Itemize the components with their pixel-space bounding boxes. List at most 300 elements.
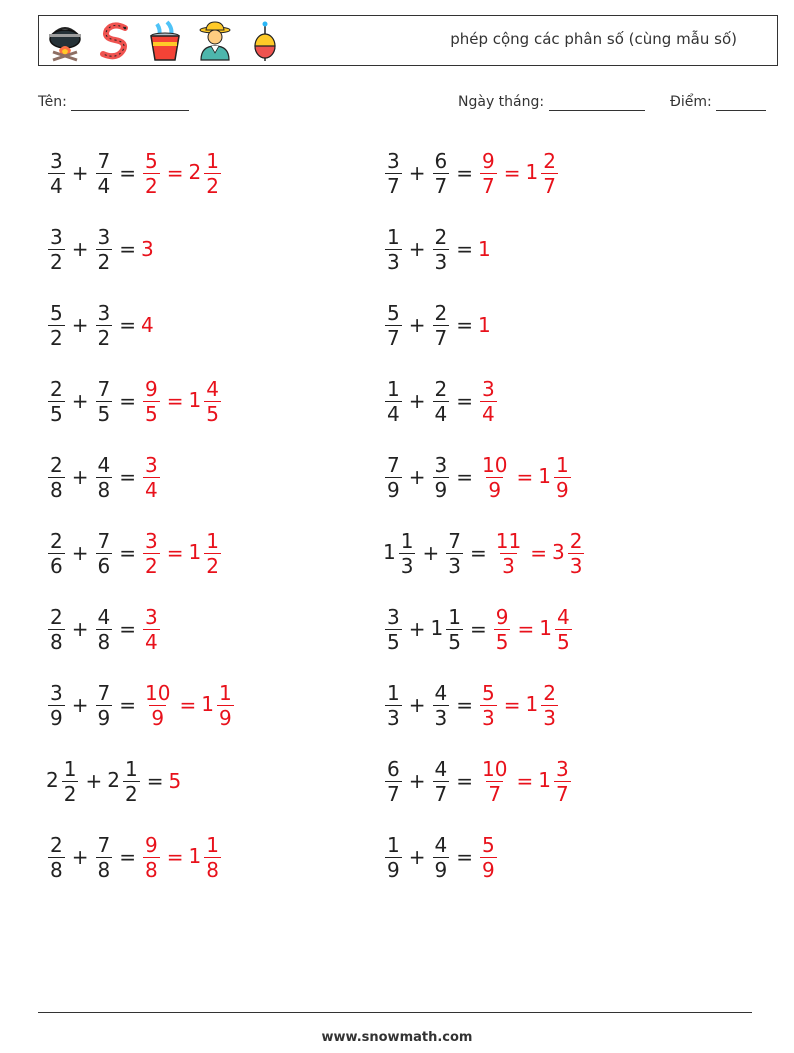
fraction: [48, 452, 65, 502]
numerator: 11: [495, 528, 522, 553]
answer-term: [538, 452, 572, 502]
problem-item: [46, 447, 162, 507]
answer: [141, 313, 155, 337]
denominator: 3: [543, 705, 556, 730]
problem-item: [46, 143, 223, 203]
addend-a: [383, 300, 404, 350]
denominator: 8: [50, 629, 63, 654]
plus-sign: +: [71, 617, 89, 641]
plus-sign: +: [71, 465, 89, 489]
answer: [478, 313, 492, 337]
equals-sign: =: [119, 617, 136, 641]
addend-a: [46, 224, 67, 274]
numerator: 2: [543, 148, 556, 173]
plus-sign: +: [422, 541, 440, 565]
denominator: 7: [434, 173, 448, 198]
denominator: 5: [50, 401, 63, 426]
fraction: [96, 224, 113, 274]
numerator: 7: [448, 528, 461, 553]
fraction: [204, 528, 221, 578]
numerator: 2: [50, 528, 63, 553]
plus-sign: +: [408, 313, 426, 337]
problem-item: [46, 371, 223, 431]
answer: [478, 756, 573, 806]
numerator: 1: [63, 756, 77, 781]
denominator: 8: [97, 477, 111, 502]
numerator: 3: [387, 604, 400, 629]
denominator: 7: [555, 781, 569, 806]
header-box: [38, 15, 778, 66]
name-blank[interactable]: [71, 94, 189, 111]
answer-term: [478, 237, 492, 261]
addend-a: [383, 376, 404, 426]
cooking-pot-fire-icon: [45, 20, 85, 62]
equals-sign: =: [456, 313, 473, 337]
fraction: [96, 300, 113, 350]
whole-number: 1: [430, 615, 444, 640]
numerator: 6: [387, 756, 400, 781]
numerator: 1: [387, 832, 400, 857]
whole-number: 3: [141, 237, 154, 261]
problem-item: [383, 371, 499, 431]
numerator: 5: [387, 300, 400, 325]
plus-sign: +: [71, 313, 89, 337]
equals-sign: =: [119, 389, 136, 413]
denominator: 7: [387, 781, 400, 806]
equals-sign: =: [166, 389, 184, 413]
addend-b: [431, 452, 452, 502]
equals-sign: =: [516, 465, 534, 489]
numerator: 3: [145, 528, 158, 553]
denominator: 3: [502, 553, 515, 578]
equals-sign: =: [119, 237, 136, 261]
denominator: 2: [63, 781, 77, 806]
numerator: 1: [387, 224, 400, 249]
whole-number: 2: [107, 767, 120, 792]
denominator: 9: [434, 857, 448, 882]
equals-sign: =: [119, 465, 136, 489]
numerator: 7: [97, 148, 111, 173]
plus-sign: +: [71, 161, 89, 185]
equals-sign: =: [119, 161, 136, 185]
answer: [478, 148, 560, 198]
equals-sign: =: [146, 769, 164, 793]
problem-item: [383, 523, 586, 583]
whole-number: 5: [168, 769, 182, 793]
addend-a: [383, 224, 404, 274]
fraction: [143, 680, 172, 730]
numerator: 2: [434, 224, 448, 249]
numerator: 5: [145, 148, 158, 173]
fraction: [433, 224, 450, 274]
equals-sign: =: [456, 389, 473, 413]
denominator: 5: [206, 401, 219, 426]
numerator: 3: [50, 148, 63, 173]
date-blank[interactable]: [549, 94, 645, 111]
denominator: 8: [145, 857, 158, 882]
plus-sign: +: [85, 769, 103, 793]
equals-sign: =: [469, 617, 487, 641]
numerator: 5: [50, 300, 63, 325]
whole-number: 1: [201, 691, 214, 716]
fraction: [385, 148, 402, 198]
denominator: 8: [97, 629, 111, 654]
addend-a: [383, 148, 404, 198]
addend-a: [46, 452, 67, 502]
addend-b: [431, 680, 452, 730]
denominator: 2: [206, 553, 219, 578]
plus-sign: +: [408, 769, 426, 793]
fraction: [143, 832, 160, 882]
fraction: [433, 148, 450, 198]
whole-number: 1: [188, 387, 202, 412]
denominator: 5: [145, 401, 158, 426]
answer-term: [538, 756, 572, 806]
answer: [141, 376, 223, 426]
numerator: 3: [97, 224, 111, 249]
denominator: 4: [387, 401, 400, 426]
answer-term: [141, 528, 162, 578]
plus-sign: +: [408, 389, 426, 413]
whole-number: 1: [478, 313, 491, 337]
answer-term: [492, 604, 513, 654]
fraction: [123, 756, 140, 806]
numerator: 2: [50, 604, 63, 629]
answer-term: [141, 148, 162, 198]
answer: [492, 528, 587, 578]
addend-b: [94, 452, 115, 502]
equals-sign: =: [517, 617, 535, 641]
numerator: 3: [50, 224, 63, 249]
addend-b: [94, 376, 115, 426]
answer-term: [478, 376, 499, 426]
addend-a: [46, 680, 67, 730]
answer-term: [478, 148, 499, 198]
fraction: [494, 604, 511, 654]
addend-a: [383, 604, 404, 654]
denominator: 9: [387, 857, 400, 882]
numerator: 5: [482, 832, 495, 857]
fraction: [96, 376, 113, 426]
problem-item: [46, 827, 223, 887]
answer-term: [478, 452, 511, 502]
denominator: 2: [145, 173, 158, 198]
header-icons: [45, 20, 285, 62]
addend-b: [94, 300, 115, 350]
fraction: [96, 148, 113, 198]
fraction: [385, 376, 402, 426]
denominator: 3: [387, 249, 400, 274]
denominator: 7: [482, 173, 495, 198]
numerator: 7: [97, 680, 111, 705]
fraction: [217, 680, 234, 730]
denominator: 7: [434, 325, 448, 350]
denominator: 2: [206, 173, 219, 198]
addend-b: [431, 148, 452, 198]
plus-sign: +: [408, 465, 426, 489]
answer: [492, 604, 574, 654]
fraction: [48, 224, 65, 274]
answer-term: [188, 528, 223, 578]
numerator: 2: [569, 528, 583, 553]
fraction: [143, 148, 160, 198]
addend-b: [94, 528, 115, 578]
addend-b: [94, 224, 115, 274]
date-field[interactable]: [458, 94, 645, 111]
addend-a: [46, 604, 67, 654]
denominator: 4: [434, 401, 448, 426]
equals-sign: =: [503, 161, 521, 185]
denominator: 5: [556, 629, 570, 654]
fraction: [480, 376, 497, 426]
answer-term: [525, 148, 560, 198]
problem-item: [46, 219, 155, 279]
equals-sign: =: [456, 845, 473, 869]
problem-item: [46, 599, 162, 659]
worksheet-title: phép cộng các phân số (cùng mẫu số): [450, 30, 737, 48]
fraction: [385, 452, 402, 502]
answer: [168, 769, 182, 793]
numerator: 1: [387, 376, 400, 401]
fraction: [385, 832, 402, 882]
fraction: [204, 832, 221, 882]
fraction: [48, 604, 65, 654]
fisherman-icon: [195, 20, 235, 62]
addend-a: [383, 832, 404, 882]
numerator: 1: [555, 452, 569, 477]
addend-a: [46, 756, 80, 806]
numerator: 4: [434, 680, 448, 705]
answer-term: [478, 680, 499, 730]
answer-term: [478, 313, 492, 337]
addend-a: [46, 376, 67, 426]
denominator: 4: [145, 629, 158, 654]
answer: [478, 452, 573, 502]
equals-sign: =: [469, 541, 487, 565]
fraction: [541, 680, 558, 730]
answer: [478, 376, 499, 426]
numerator: 3: [50, 680, 63, 705]
date-label: Ngày tháng:: [458, 94, 545, 110]
fraction: [494, 528, 523, 578]
addend-a: [46, 832, 67, 882]
problem-item: [383, 599, 574, 659]
problem-item: [383, 143, 560, 203]
denominator: 2: [124, 781, 138, 806]
answer: [141, 832, 223, 882]
fraction: [480, 832, 497, 882]
fraction: [48, 528, 65, 578]
fraction: [143, 604, 160, 654]
fraction: [541, 148, 558, 198]
numerator: 3: [145, 452, 158, 477]
addend-b: [94, 148, 115, 198]
numerator: 2: [543, 680, 556, 705]
fraction: [96, 604, 113, 654]
score-field[interactable]: [670, 94, 766, 111]
whole-number: 1: [538, 767, 551, 792]
numerator: 5: [482, 680, 495, 705]
equals-sign: =: [516, 769, 534, 793]
denominator: 4: [482, 401, 495, 426]
fraction: [433, 680, 450, 730]
numerator: 2: [434, 376, 448, 401]
plus-sign: +: [71, 845, 89, 869]
plus-sign: +: [408, 845, 426, 869]
fraction: [48, 300, 65, 350]
fish-bucket-icon: [145, 20, 185, 62]
answer-term: [141, 237, 155, 261]
numerator: 1: [387, 680, 400, 705]
fraction: [96, 680, 113, 730]
whole-number: 2: [188, 159, 202, 184]
whole-number: 1: [539, 615, 552, 640]
fraction: [433, 756, 450, 806]
answer-term: [141, 680, 174, 730]
denominator: 3: [434, 705, 448, 730]
numerator: 10: [145, 680, 171, 705]
answer-term: [478, 756, 511, 806]
denominator: 5: [495, 629, 509, 654]
denominator: 7: [488, 781, 502, 806]
addend-a: [46, 528, 67, 578]
problem-item: [46, 523, 223, 583]
numerator: 2: [50, 452, 63, 477]
fraction: [433, 300, 450, 350]
fraction: [204, 148, 221, 198]
problem-item: [383, 219, 492, 279]
fraction: [433, 832, 450, 882]
answer-term: [141, 313, 155, 337]
fraction: [96, 452, 113, 502]
worm-icon: [95, 20, 135, 62]
numerator: 1: [400, 528, 414, 553]
score-label: Điểm:: [670, 94, 712, 110]
numerator: 4: [97, 452, 111, 477]
denominator: 4: [145, 477, 158, 502]
addend-a: [383, 528, 417, 578]
denominator: 9: [555, 477, 569, 502]
answer-term: [188, 148, 223, 198]
fraction: [385, 300, 402, 350]
addend-b: [94, 832, 115, 882]
addend-a: [383, 756, 404, 806]
plus-sign: +: [71, 693, 89, 717]
score-blank[interactable]: [716, 94, 766, 111]
fraction: [96, 832, 113, 882]
plus-sign: +: [71, 389, 89, 413]
plus-sign: +: [71, 237, 89, 261]
numerator: 1: [206, 832, 219, 857]
addend-b: [94, 604, 115, 654]
fraction: [554, 452, 571, 502]
addend-b: [431, 376, 452, 426]
plus-sign: +: [408, 693, 426, 717]
numerator: 9: [482, 148, 495, 173]
answer: [141, 528, 223, 578]
numerator: 3: [97, 300, 111, 325]
name-field[interactable]: [38, 94, 189, 111]
numerator: 4: [556, 604, 570, 629]
addend-a: [46, 300, 67, 350]
problem-item: [383, 675, 560, 735]
footer-url: www.snowmath.com: [321, 1030, 473, 1045]
answer-term: [188, 832, 223, 882]
fraction: [143, 452, 160, 502]
denominator: 5: [448, 629, 461, 654]
denominator: 5: [97, 401, 111, 426]
denominator: 3: [482, 705, 495, 730]
numerator: 4: [97, 604, 111, 629]
denominator: 9: [387, 477, 400, 502]
denominator: 9: [50, 705, 63, 730]
numerator: 10: [482, 452, 508, 477]
numerator: 3: [387, 148, 400, 173]
denominator: 2: [50, 325, 63, 350]
answer: [141, 680, 236, 730]
fraction: [48, 832, 65, 882]
fraction: [48, 148, 65, 198]
fraction: [385, 756, 402, 806]
equals-sign: =: [530, 541, 547, 565]
fraction: [143, 376, 160, 426]
denominator: 6: [97, 553, 111, 578]
whole-number: 1: [525, 691, 539, 716]
equals-sign: =: [456, 465, 473, 489]
addend-b: [107, 756, 141, 806]
addend-a: [46, 148, 67, 198]
denominator: 7: [387, 173, 400, 198]
addend-a: [383, 680, 404, 730]
footer-divider: [38, 1012, 752, 1013]
answer-term: [525, 680, 560, 730]
denominator: 2: [97, 249, 111, 274]
whole-number: 1: [478, 237, 491, 261]
addend-b: [94, 680, 115, 730]
fraction: [433, 376, 450, 426]
denominator: 9: [434, 477, 448, 502]
fraction: [96, 528, 113, 578]
answer-term: [141, 604, 162, 654]
whole-number: 1: [525, 159, 539, 184]
denominator: 9: [151, 705, 165, 730]
numerator: 7: [97, 376, 111, 401]
denominator: 3: [434, 249, 448, 274]
equals-sign: =: [166, 845, 184, 869]
numerator: 4: [434, 832, 448, 857]
numerator: 1: [124, 756, 138, 781]
denominator: 8: [50, 857, 63, 882]
whole-number: 4: [141, 313, 154, 337]
answer: [478, 237, 492, 261]
plus-sign: +: [408, 237, 426, 261]
fraction: [480, 452, 509, 502]
numerator: 4: [206, 376, 219, 401]
equals-sign: =: [119, 541, 136, 565]
equals-sign: =: [119, 313, 136, 337]
numerator: 10: [482, 756, 508, 781]
whole-number: 1: [188, 539, 202, 564]
numerator: 3: [434, 452, 448, 477]
fraction: [48, 680, 65, 730]
fraction: [48, 376, 65, 426]
fraction: [204, 376, 221, 426]
fraction: [480, 148, 497, 198]
equals-sign: =: [456, 693, 473, 717]
denominator: 7: [434, 781, 448, 806]
whole-number: 1: [383, 539, 396, 564]
addend-b: [444, 528, 465, 578]
